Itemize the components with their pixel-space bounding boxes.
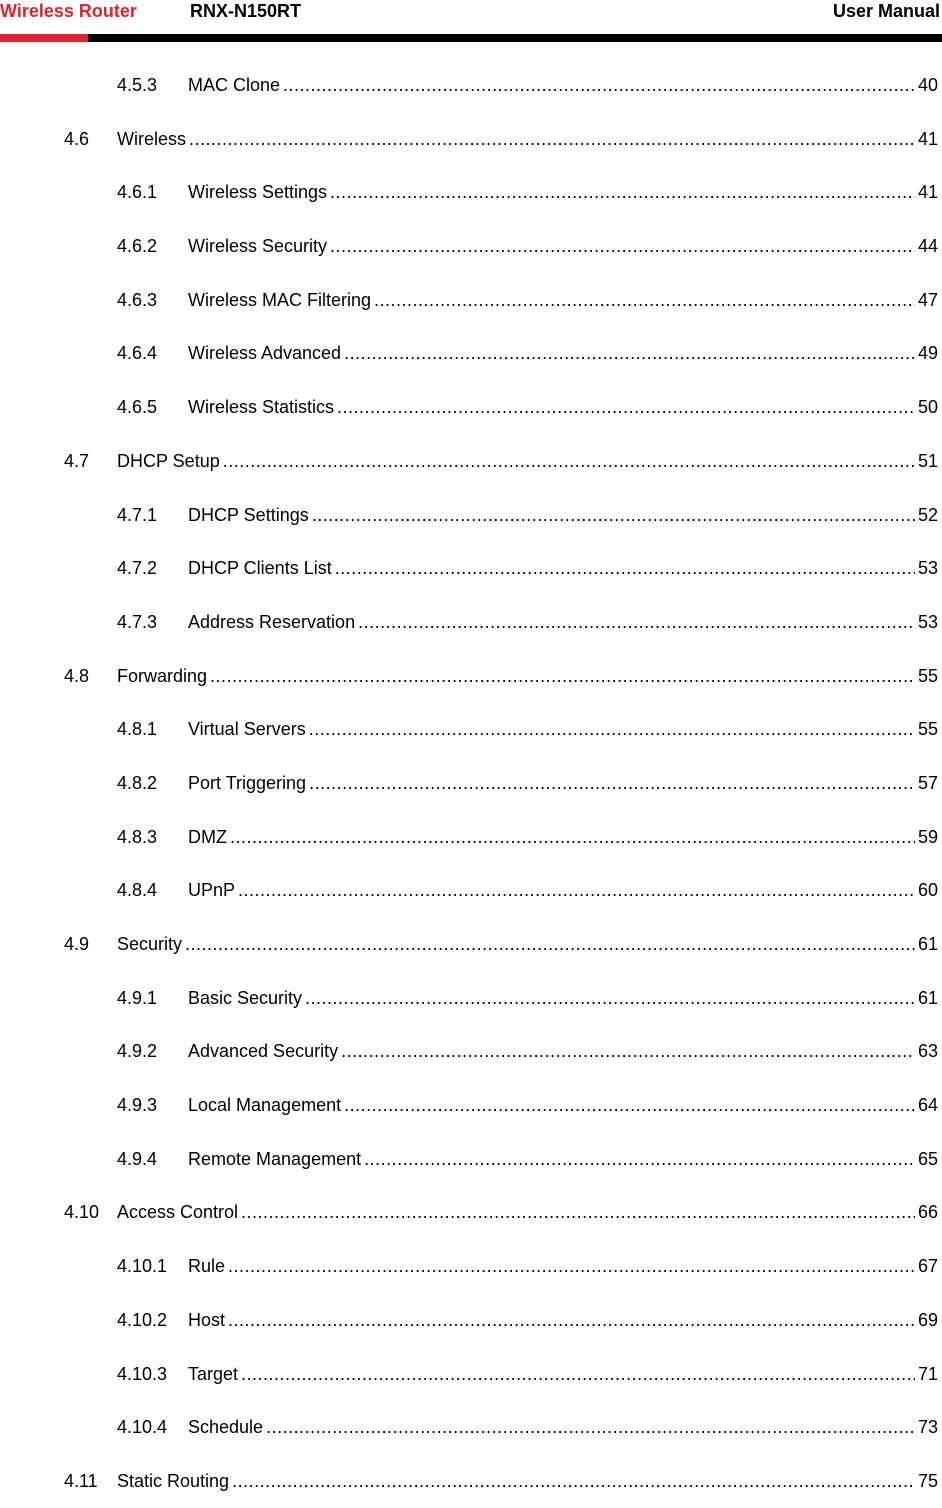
toc-section-number: 4.6.1 (117, 182, 158, 203)
toc-page-number[interactable]: 50 (917, 397, 938, 418)
toc-page-number[interactable]: 40 (917, 75, 938, 95)
toc-section-title[interactable]: Forwarding (117, 665, 208, 686)
toc-entry-line[interactable] (117, 1040, 938, 1062)
toc-entry[interactable] (0, 1454, 942, 1508)
toc-section-title[interactable]: Access Control (117, 1202, 239, 1223)
toc-entry[interactable] (0, 971, 942, 1025)
toc-page-number[interactable]: 49 (917, 343, 938, 364)
toc-dot-leader (228, 1309, 915, 1331)
toc-dot-leader (241, 1201, 915, 1223)
toc-page-number[interactable]: 65 (917, 1148, 938, 1169)
toc-entry[interactable] (0, 1347, 942, 1401)
toc-section-number: 4.7.2 (117, 558, 158, 579)
toc-entry[interactable] (0, 702, 942, 756)
toc-entry[interactable] (0, 810, 942, 864)
toc-entry-line[interactable] (117, 987, 938, 1009)
document-type: User Manual (832, 1, 940, 21)
toc-dot-leader (341, 1040, 915, 1062)
toc-entry-line[interactable] (117, 772, 938, 794)
toc-section-number: 4.10.1 (117, 1256, 168, 1277)
toc-page-number[interactable]: 67 (917, 1256, 938, 1277)
toc-section-title[interactable]: DHCP Setup (117, 450, 220, 471)
toc-dot-leader (358, 611, 915, 633)
toc-section-number: 4.9.1 (117, 987, 158, 1008)
toc-entry[interactable] (0, 326, 942, 380)
toc-dot-leader (238, 879, 915, 901)
model-name: RNX-N150RT (190, 1, 302, 21)
toc-section-title[interactable]: DHCP Clients List (188, 558, 332, 579)
toc-section-title[interactable]: Address Reservation (188, 611, 356, 632)
toc-section-number: 4.8.2 (117, 772, 158, 793)
toc-section-number: 4.10 (64, 1202, 100, 1223)
toc-dot-leader (312, 504, 915, 526)
toc-section-title[interactable]: Wireless Security (188, 236, 328, 257)
toc-entry-line[interactable] (117, 1309, 938, 1331)
toc-section-title[interactable]: Wireless MAC Filtering (188, 289, 372, 310)
toc-page-number[interactable]: 52 (917, 504, 938, 525)
toc-entry-line[interactable] (117, 235, 938, 257)
toc-entry[interactable] (0, 649, 942, 703)
toc-entry[interactable] (0, 488, 942, 542)
toc-dot-leader (228, 1255, 915, 1277)
toc-entry-line[interactable] (117, 1094, 938, 1116)
toc-entry-line[interactable] (117, 1255, 938, 1277)
toc-entry[interactable] (0, 58, 942, 112)
toc-dot-leader (335, 557, 915, 579)
toc-entry[interactable] (0, 380, 942, 434)
toc-section-title[interactable]: Advanced Security (188, 1041, 339, 1062)
toc-section-number: 4.10.4 (117, 1417, 168, 1438)
toc-entry[interactable] (0, 1024, 942, 1078)
toc-section-number: 4.10.2 (117, 1309, 168, 1330)
toc-section-title[interactable]: Port Triggering (188, 772, 307, 793)
toc-entry[interactable] (0, 541, 942, 595)
toc-entry-line[interactable] (117, 74, 938, 96)
toc-dot-leader (189, 128, 915, 150)
toc-entry[interactable] (0, 1239, 942, 1293)
toc-page-number[interactable]: 69 (917, 1309, 938, 1330)
toc-entry-line[interactable] (117, 718, 938, 740)
toc-page-number[interactable]: 75 (917, 1470, 938, 1491)
toc-page-number[interactable]: 44 (917, 236, 938, 257)
toc-section-title[interactable]: Wireless Statistics (188, 397, 335, 418)
toc-page-number[interactable]: 63 (917, 1041, 938, 1062)
toc-section-title[interactable]: Static Routing (117, 1470, 230, 1491)
toc-entry[interactable] (0, 273, 942, 327)
toc-dot-leader (230, 826, 915, 848)
toc-page-number[interactable]: 66 (917, 1202, 938, 1223)
toc-dot-leader (210, 665, 915, 687)
toc-entry-line[interactable] (117, 879, 938, 901)
toc-entry[interactable] (0, 917, 942, 971)
toc-page-number[interactable]: 57 (917, 772, 938, 793)
toc-section-title[interactable]: UPnP (188, 880, 236, 901)
toc-section-title[interactable]: DMZ (188, 826, 227, 847)
toc-entry[interactable] (0, 219, 942, 273)
toc-entry[interactable] (0, 434, 942, 488)
toc-section-number: 4.9.3 (117, 1095, 158, 1116)
toc-entry-line[interactable] (117, 504, 938, 526)
table-of-contents (0, 58, 942, 1508)
toc-entry-line[interactable] (117, 557, 938, 579)
toc-section-title[interactable]: Rule (188, 1256, 226, 1277)
toc-section-title[interactable]: Wireless (117, 128, 187, 149)
toc-entry-line[interactable] (117, 1363, 938, 1385)
toc-entry-line[interactable] (64, 933, 938, 955)
toc-dot-leader (283, 74, 915, 96)
toc-page-number[interactable]: 55 (917, 665, 938, 686)
toc-section-title[interactable]: Wireless Advanced (188, 343, 342, 364)
toc-section-title[interactable]: MAC Clone (188, 75, 281, 95)
toc-entry[interactable] (0, 1293, 942, 1347)
toc-section-number: 4.5.3 (117, 75, 158, 95)
toc-section-title[interactable]: Virtual Servers (188, 719, 306, 740)
toc-entry[interactable] (0, 1400, 942, 1454)
toc-page-number[interactable]: 71 (917, 1363, 938, 1384)
toc-entry-line[interactable] (117, 1148, 938, 1170)
toc-entry-line[interactable] (117, 396, 938, 418)
toc-entry[interactable] (0, 112, 942, 166)
page-header (0, 0, 942, 42)
toc-section-title[interactable]: Host (188, 1309, 226, 1330)
toc-page-number[interactable]: 41 (917, 182, 938, 203)
toc-section-number: 4.9.2 (117, 1041, 158, 1062)
toc-section-title[interactable]: Local Management (188, 1095, 342, 1116)
toc-section-number: 4.6.5 (117, 397, 158, 418)
toc-section-number: 4.10.3 (117, 1363, 168, 1384)
toc-entry[interactable] (0, 863, 942, 917)
toc-section-title[interactable]: Schedule (188, 1417, 264, 1438)
toc-dot-leader (330, 181, 915, 203)
toc-section-number: 4.7.3 (117, 611, 158, 632)
toc-entry-line[interactable] (64, 1201, 938, 1223)
toc-page-number[interactable]: 41 (917, 128, 938, 149)
brand-title: Wireless Router (0, 1, 137, 21)
toc-entry-line[interactable] (117, 181, 938, 203)
toc-section-title[interactable]: Basic Security (188, 987, 303, 1008)
toc-section-title[interactable]: Security (117, 934, 183, 954)
toc-section-number: 4.7 (64, 450, 90, 471)
toc-section-number: 4.6.2 (117, 236, 158, 257)
toc-dot-leader (266, 1416, 915, 1438)
toc-dot-leader (185, 933, 915, 955)
toc-section-number: 4.9 (64, 934, 90, 954)
toc-entry[interactable] (0, 1185, 942, 1239)
toc-entry-line[interactable] (117, 289, 938, 311)
toc-dot-leader (309, 718, 915, 740)
toc-entry[interactable] (0, 1132, 942, 1186)
toc-page-number[interactable]: 61 (917, 934, 938, 954)
toc-dot-leader (337, 396, 915, 418)
toc-section-number: 4.8.4 (117, 880, 158, 901)
toc-section-title[interactable]: Target (188, 1363, 239, 1384)
toc-section-number: 4.7.1 (117, 504, 158, 525)
toc-dot-leader (330, 235, 915, 257)
toc-entry[interactable] (0, 756, 942, 810)
toc-section-number: 4.6 (64, 128, 90, 149)
toc-section-title[interactable]: Remote Management (188, 1148, 362, 1169)
toc-dot-leader (309, 772, 915, 794)
toc-page-number[interactable]: 55 (917, 719, 938, 740)
toc-entry-line[interactable] (117, 826, 938, 848)
toc-section-number: 4.6.4 (117, 343, 158, 364)
toc-page-number[interactable]: 59 (917, 826, 938, 847)
toc-dot-leader (364, 1148, 915, 1170)
toc-dot-leader (241, 1363, 915, 1385)
toc-page-number[interactable]: 53 (917, 611, 938, 632)
toc-section-number: 4.6.3 (117, 289, 158, 310)
toc-page-number[interactable]: 73 (917, 1417, 938, 1438)
toc-page-number[interactable]: 47 (917, 289, 938, 310)
toc-entry-line[interactable] (117, 611, 938, 633)
toc-dot-leader (305, 987, 915, 1009)
toc-entry-line[interactable] (117, 1416, 938, 1438)
toc-entry-line[interactable] (117, 342, 938, 364)
toc-entry-line[interactable] (64, 128, 938, 150)
header-rule (88, 34, 942, 42)
toc-page-number[interactable]: 61 (917, 987, 938, 1008)
toc-section-number: 4.11 (64, 1470, 98, 1491)
toc-entry[interactable] (0, 1078, 942, 1132)
toc-section-number: 4.8 (64, 665, 90, 686)
toc-section-number: 4.8.3 (117, 826, 158, 847)
toc-dot-leader (344, 1094, 915, 1116)
toc-page-number[interactable]: 51 (917, 450, 938, 471)
toc-page-number[interactable]: 60 (917, 880, 938, 901)
toc-page-number[interactable]: 53 (917, 558, 938, 579)
toc-entry-line[interactable] (64, 665, 938, 687)
toc-section-title[interactable]: DHCP Settings (188, 504, 309, 525)
toc-section-title[interactable]: Wireless Settings (188, 182, 328, 203)
header-rule-accent (0, 34, 88, 42)
toc-dot-leader (223, 450, 915, 472)
toc-entry[interactable] (0, 165, 942, 219)
toc-entry[interactable] (0, 595, 942, 649)
toc-dot-leader (374, 289, 915, 311)
toc-entry-line[interactable] (64, 450, 938, 472)
toc-dot-leader (344, 342, 915, 364)
toc-section-number: 4.9.4 (117, 1148, 158, 1169)
toc-page-number[interactable]: 64 (917, 1095, 938, 1116)
toc-section-number: 4.8.1 (117, 719, 158, 740)
